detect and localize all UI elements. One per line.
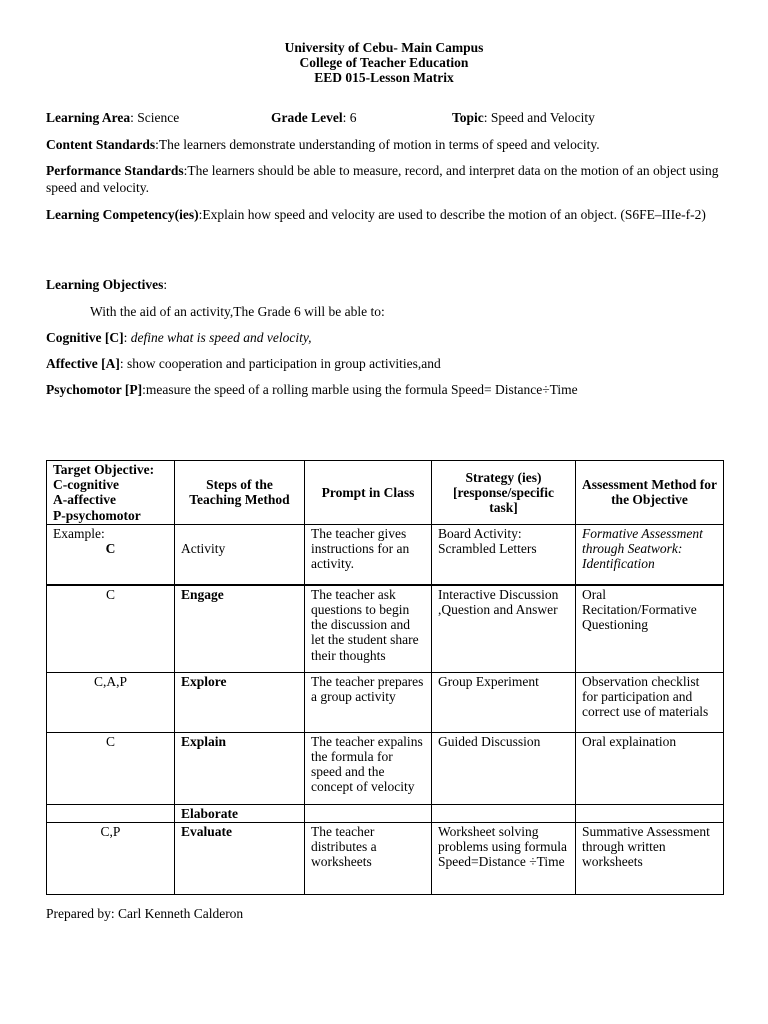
- table-row: [47, 524, 724, 585]
- prepared-by: Prepared by: Carl Kenneth Calderon: [46, 906, 244, 921]
- document-header: [0, 40, 768, 85]
- row-step: Engage: [175, 585, 305, 673]
- college-name: College of Teacher Education: [299, 55, 469, 70]
- row-strategy: Guided Discussion: [432, 732, 576, 804]
- table-row: [47, 732, 724, 804]
- row-step: Elaborate: [175, 804, 305, 822]
- document-title: EED 015-Lesson Matrix: [314, 70, 454, 85]
- row-prompt: [305, 804, 432, 822]
- row-target: C: [47, 585, 175, 673]
- affective-objective: Affective [A]: show cooperation and participation in group activities,and: [46, 356, 441, 371]
- row-assessment: Observation checklist for participation and correct use of materials: [576, 672, 724, 732]
- row-step: Explain: [175, 732, 305, 804]
- table-row: [47, 823, 724, 895]
- row-prompt: The teacher distributes a worksheets: [305, 823, 432, 895]
- psychomotor-objective: Psychomotor [P]:measure the speed of a rolling marble using the formula Speed= Distance÷Time: [46, 382, 578, 397]
- row-target: C,P: [47, 823, 175, 895]
- row-step: Explore: [175, 672, 305, 732]
- row-step: Activity: [175, 524, 305, 585]
- header-assessment: Assessment Method for the Objective: [576, 461, 724, 525]
- performance-standards: Performance Standards:The learners should be able to measure, record, and interpret data on the motion of an object using speed and velocity.: [46, 163, 719, 195]
- grade-level: Grade Level: 6: [271, 110, 357, 125]
- row-target: C: [47, 732, 175, 804]
- table-row: [47, 672, 724, 732]
- row-target: [47, 804, 175, 822]
- info-row: [46, 110, 726, 127]
- learning-area: Learning Area: Science: [46, 110, 180, 125]
- table-row: [47, 804, 724, 822]
- row-strategy: Interactive Discussion ,Question and Answer: [432, 585, 576, 673]
- row-strategy: Board Activity: Scrambled Letters: [432, 524, 576, 585]
- header-strategy: Strategy (ies) [response/specific task]: [432, 461, 576, 525]
- row-prompt: The teacher ask questions to begin the discussion and let the student share their thoughts: [305, 585, 432, 673]
- row-target: Example: C: [47, 524, 175, 585]
- row-assessment: Oral explaination: [576, 732, 724, 804]
- objectives-intro: With the aid of an activity,The Grade 6 will be able to:: [90, 304, 385, 319]
- content-standards: Content Standards:The learners demonstrate understanding of motion in terms of speed and velocity.: [46, 137, 600, 152]
- row-assessment: Formative Assessment through Seatwork: Identification: [576, 524, 724, 585]
- row-strategy: Worksheet solving problems using formula Speed=Distance ÷Time: [432, 823, 576, 895]
- cognitive-objective: Cognitive [C]: define what is speed and velocity,: [46, 330, 312, 345]
- row-prompt: The teacher gives instructions for an activity.: [305, 524, 432, 585]
- row-strategy: [432, 804, 576, 822]
- row-assessment: Oral Recitation/Formative Questioning: [576, 585, 724, 673]
- learning-competency: Learning Competency(ies):Explain how speed and velocity are used to describe the motion of an object. (S6FE–IIIe-f-2): [46, 207, 706, 222]
- header-prompt: Prompt in Class: [305, 461, 432, 525]
- row-target: C,A,P: [47, 672, 175, 732]
- header-steps: Steps of the Teaching Method: [175, 461, 305, 525]
- lesson-matrix-table: [46, 460, 724, 895]
- header-target-objective: Target Objective: C-cognitive A-affective P-psychomotor: [47, 461, 175, 525]
- row-prompt: The teacher expalins the formula for speed and the concept of velocity: [305, 732, 432, 804]
- objectives-heading: Learning Objectives:: [46, 277, 168, 292]
- topic: Topic: Speed and Velocity: [452, 110, 595, 125]
- university-name: University of Cebu- Main Campus: [284, 40, 484, 55]
- row-step: Evaluate: [175, 823, 305, 895]
- row-strategy: Group Experiment: [432, 672, 576, 732]
- row-assessment: Summative Assessment through written worksheets: [576, 823, 724, 895]
- table-header-row: [47, 461, 724, 525]
- row-assessment: [576, 804, 724, 822]
- table-row: [47, 585, 724, 673]
- row-prompt: The teacher prepares a group activity: [305, 672, 432, 732]
